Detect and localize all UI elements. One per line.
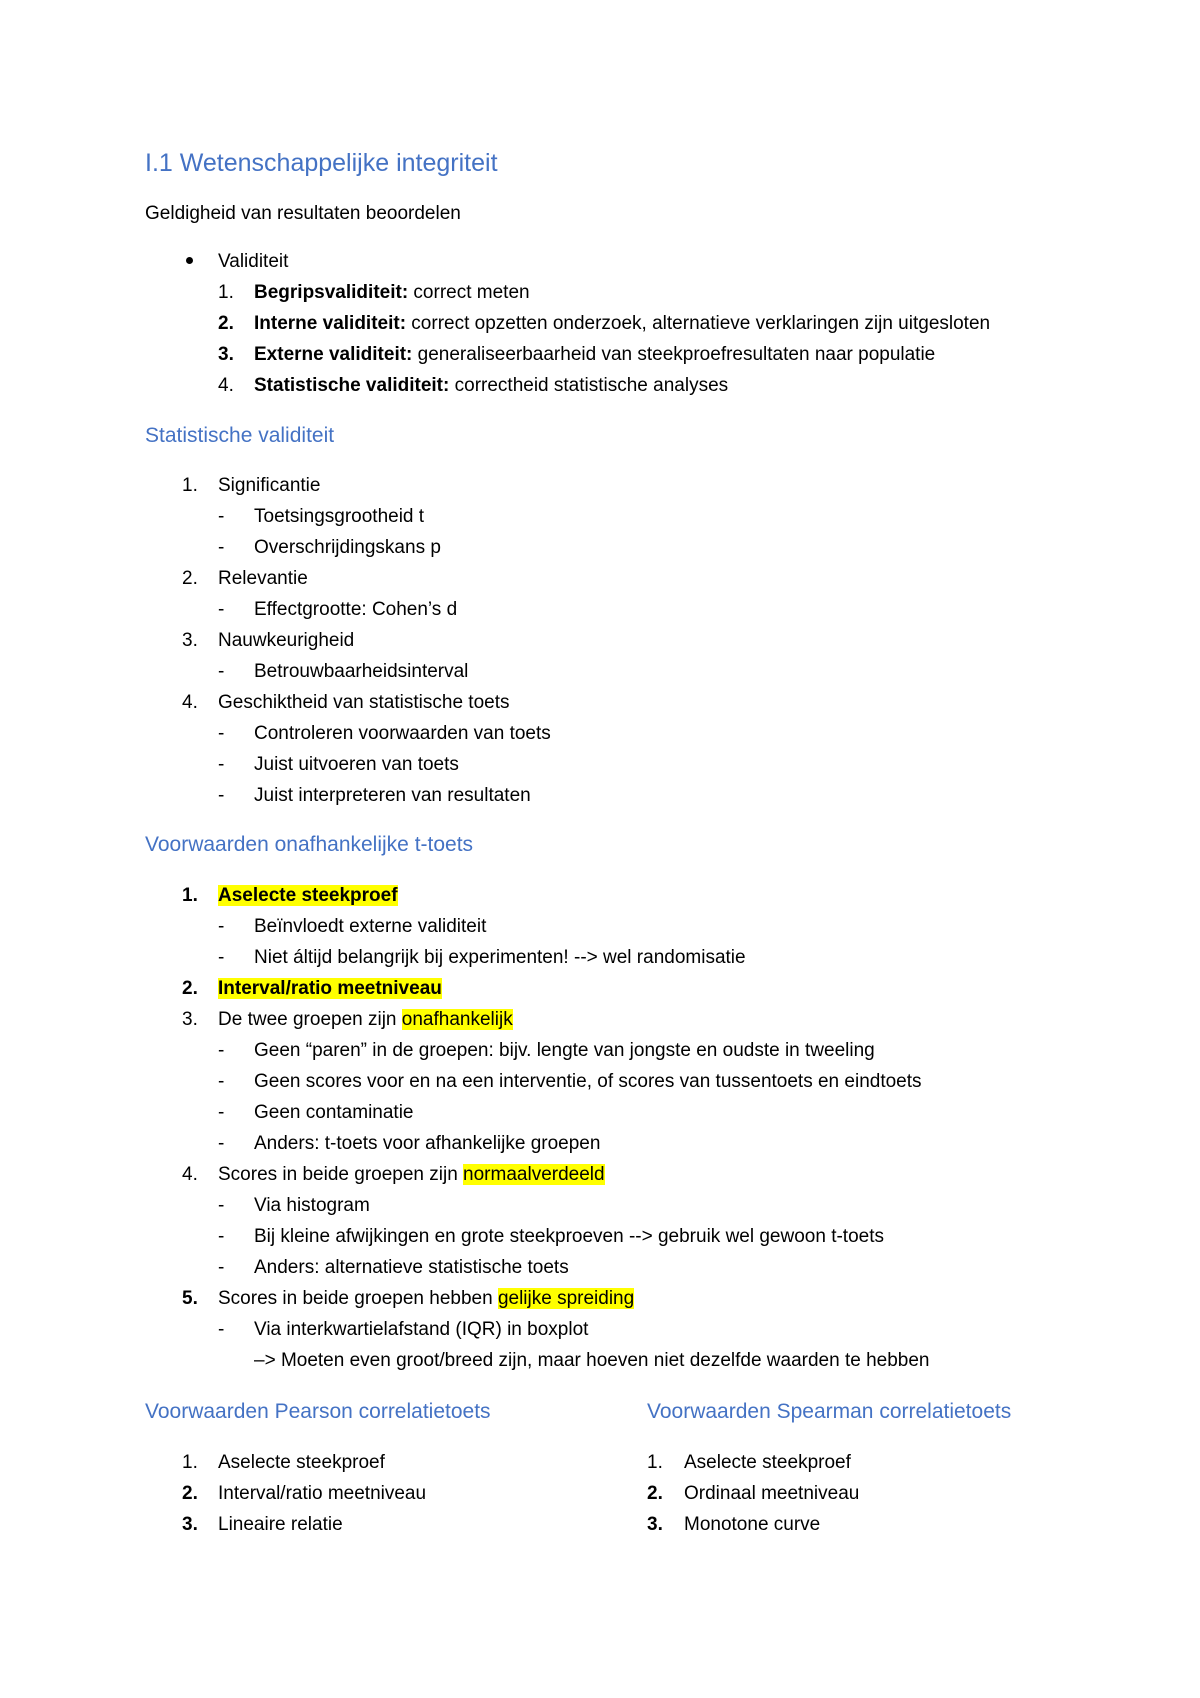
list-number: 2.	[182, 1483, 198, 1504]
list-number: 1.	[182, 885, 198, 906]
list-item: Monotone curve	[684, 1514, 821, 1535]
validity-item	[254, 374, 728, 398]
sub-item: Juist interpreteren van resultaten	[254, 785, 531, 806]
section-heading-ttest: Voorwaarden onafhankelijke t-toets	[145, 833, 474, 856]
dash-marker: -	[218, 916, 225, 937]
list-number: 2.	[182, 568, 198, 589]
list-item-text: Scores in beide groepen zijn	[218, 1164, 464, 1185]
page-title: I.1 Wetenschappelijke integriteit	[145, 149, 498, 177]
list-item	[218, 1287, 634, 1311]
list-item: Interval/ratio meetniveau	[218, 1483, 427, 1504]
list-number: 3.	[647, 1514, 663, 1535]
dash-marker: -	[218, 1102, 225, 1123]
list-item: Ordinaal meetniveau	[684, 1483, 860, 1504]
dash-marker: -	[218, 1226, 225, 1247]
sub-item: Geen contaminatie	[254, 1102, 414, 1123]
highlighted-text: Aselecte steekproef	[218, 885, 398, 906]
sub-item: Via histogram	[254, 1195, 370, 1216]
validity-item	[254, 281, 530, 305]
list-number: 4.	[218, 375, 234, 396]
dash-marker: -	[218, 1195, 225, 1216]
list-number: 3.	[218, 344, 234, 365]
section-heading-pearson: Voorwaarden Pearson correlatietoets	[145, 1400, 491, 1423]
list-number: 3.	[182, 630, 198, 651]
list-number: 4.	[182, 1164, 198, 1185]
list-item	[218, 977, 442, 1001]
sub-item: Juist uitvoeren van toets	[254, 754, 459, 775]
list-item-text: Scores in beide groepen hebben	[218, 1288, 498, 1309]
validity-desc: correctheid statistische analyses	[449, 375, 729, 396]
sub-item: Niet áltijd belangrijk bij experimenten! --> wel randomisatie	[254, 947, 746, 968]
dash-marker: -	[218, 947, 225, 968]
list-item-text: De twee groepen zijn	[218, 1009, 402, 1030]
list-item	[218, 884, 398, 908]
sub-item: Overschrijdingskans p	[254, 537, 441, 558]
list-item: Aselecte steekproef	[684, 1452, 851, 1473]
list-number: 3.	[182, 1514, 198, 1535]
dash-marker: -	[218, 1133, 225, 1154]
sub-item: Toetsingsgrootheid t	[254, 506, 425, 527]
list-item	[218, 1163, 605, 1187]
dash-marker: -	[218, 537, 225, 558]
list-number: 2.	[647, 1483, 663, 1504]
sub-item: Controleren voorwaarden van toets	[254, 723, 551, 744]
list-item: Significantie	[218, 475, 321, 496]
list-item: Aselecte steekproef	[218, 1452, 385, 1473]
dash-marker: -	[218, 506, 225, 527]
intro-text: Geldigheid van resultaten beoordelen	[145, 203, 461, 224]
validity-desc: correct opzetten onderzoek, alternatieve verklaringen zijn uitgesloten	[406, 313, 991, 334]
list-number: 3.	[182, 1009, 198, 1030]
dash-marker: -	[218, 754, 225, 775]
list-item: Nauwkeurigheid	[218, 630, 355, 651]
dash-marker: -	[218, 599, 225, 620]
list-item: Lineaire relatie	[218, 1514, 343, 1535]
dash-marker: -	[218, 661, 225, 682]
list-number: 1.	[647, 1452, 663, 1473]
highlighted-text: onafhankelijk	[401, 1009, 513, 1030]
validity-desc: correct meten	[408, 282, 530, 303]
list-number: 2.	[182, 978, 198, 999]
highlighted-text: normaalverdeeld	[463, 1164, 605, 1185]
sub-item: Anders: t-toets voor afhankelijke groepen	[254, 1133, 601, 1154]
validity-term: Externe validiteit:	[254, 344, 413, 365]
list-number: 1.	[218, 282, 234, 303]
bullet-icon	[186, 257, 193, 264]
list-number: 1.	[182, 475, 198, 496]
dash-marker: -	[218, 1257, 225, 1278]
dash-marker: -	[218, 1040, 225, 1061]
validity-term: Interne validiteit:	[254, 313, 407, 334]
sub-item: Geen scores voor en na een interventie, of scores van tussentoets en eindtoets	[254, 1071, 922, 1092]
list-item	[218, 1008, 513, 1032]
list-number: 2.	[218, 313, 234, 334]
highlighted-text: Interval/ratio meetniveau	[218, 978, 442, 999]
sub-item: Bij kleine afwijkingen en grote steekproeven --> gebruik wel gewoon t-toets	[254, 1226, 884, 1247]
list-number: 5.	[182, 1288, 198, 1309]
sub-item-continuation: –> Moeten even groot/breed zijn, maar hoeven niet dezelfde waarden te hebben	[254, 1350, 930, 1371]
list-number: 1.	[182, 1452, 198, 1473]
highlighted-text: gelijke spreiding	[497, 1288, 635, 1309]
dash-marker: -	[218, 723, 225, 744]
list-item: Geschiktheid van statistische toets	[218, 692, 510, 713]
validity-bullet-label: Validiteit	[218, 251, 289, 272]
validity-desc: generaliseerbaarheid van steekproefresultaten naar populatie	[412, 344, 936, 365]
dash-marker: -	[218, 785, 225, 806]
section-heading-statistical: Statistische validiteit	[145, 424, 335, 447]
validity-item	[254, 343, 935, 367]
section-heading-spearman: Voorwaarden Spearman correlatietoets	[647, 1400, 1012, 1423]
validity-item	[254, 312, 990, 336]
sub-item: Via interkwartielafstand (IQR) in boxplot	[254, 1319, 589, 1340]
validity-term: Statistische validiteit:	[254, 375, 450, 396]
list-item: Relevantie	[218, 568, 308, 589]
sub-item: Betrouwbaarheidsinterval	[254, 661, 469, 682]
sub-item: Beïnvloedt externe validiteit	[254, 916, 487, 937]
validity-term: Begripsvaliditeit:	[254, 282, 409, 303]
sub-item: Geen “paren” in de groepen: bijv. lengte van jongste en oudste in tweeling	[254, 1040, 875, 1061]
dash-marker: -	[218, 1071, 225, 1092]
list-number: 4.	[182, 692, 198, 713]
sub-item: Effectgrootte: Cohen’s d	[254, 599, 458, 620]
sub-item: Anders: alternatieve statistische toets	[254, 1257, 569, 1278]
dash-marker: -	[218, 1319, 225, 1340]
